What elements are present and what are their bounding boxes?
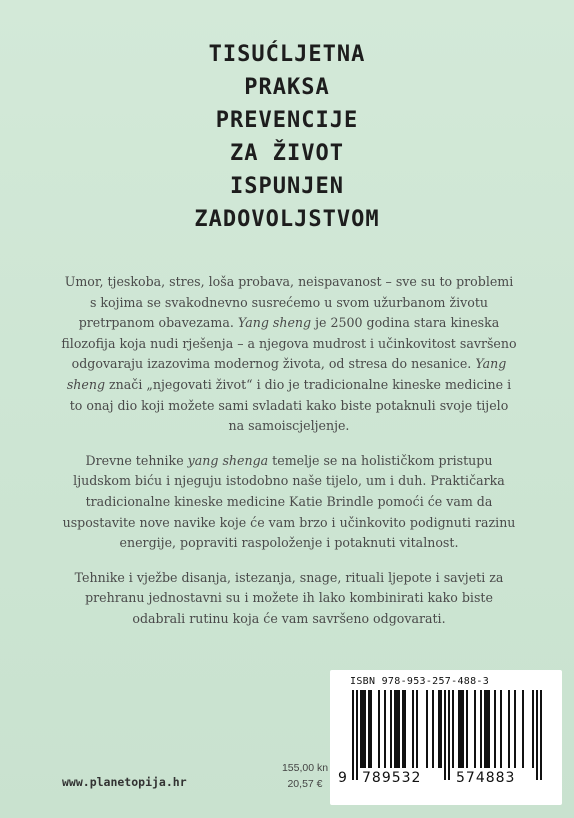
barcode-bar [362,690,364,768]
barcode-bar [404,690,406,768]
barcode-bar [508,690,510,768]
barcode-label [330,670,562,805]
barcode-bar [370,690,372,768]
barcode-bar [514,690,516,768]
blurb [60,272,518,644]
publisher-website[interactable]: www.planetopija.hr [62,775,187,789]
barcode-bar [352,690,354,780]
barcode-bar [462,690,464,768]
barcode-bar [452,690,454,768]
blurb-paragraph-3: Tehnike i vježbe disanja, istezanja, snage, rituali ljepote i savjeti za prehranu jednostavni su i možete ih lako kombinirati kako biste odabrali rutinu koja će vam savršeno odgovarati. [74,569,504,626]
barcode-bar [444,690,446,780]
headline-line: PRAKSA [244,75,330,100]
barcode-bar [356,690,358,780]
barcode-bar [416,690,418,768]
barcode-bar [448,690,450,780]
barcode-bar [438,690,440,768]
barcode-bar [486,690,488,768]
barcode-bar [384,690,386,768]
barcode-bar [540,690,542,780]
price-euro: 20,57 € [287,778,323,790]
barcode-bar [536,690,538,780]
blurb-paragraph-2: Drevne tehnike yang shenga temelje se na holističkom pristupu ljudskom biću i njeguju istodobno naše tijelo, um i duh. Praktičarka tradicionalne kineske medicine Katie Brindle pomoći će vam da uspostavite nove navike koje će vam brzo i učinkovito podignuti razinu energije, popraviti raspoloženje i potaknuti vitalnost. [62,452,516,551]
barcode-bar [360,690,362,768]
barcode-bar [412,690,414,768]
barcode-bar [432,690,434,768]
barcode-bar [480,690,482,768]
headline-line: PREVENCIJE [215,108,359,133]
barcode-digits-left: 789532 [362,770,422,786]
barcode-digits-lead: 9 [338,770,348,786]
barcode-bar [440,690,442,768]
barcode-bar [488,690,490,768]
barcode-bar [390,690,392,768]
barcode-bar [494,690,496,768]
barcode-digits-right: 574883 [456,770,516,786]
barcode-bar [474,690,476,768]
blurb-paragraph-1: Umor, tjeskoba, stres, loša probava, neispavanost – sve su to problemi s kojima se svakodnevno susrećemo u svom užurbanom životu pretrpanom obavezama. Yang sheng je 2500 godina stara kineska filozofija koja nudi rješenja – a njegova mudrost i učinkovitost savršeno odgovaraju izazovima modernog života, od stresa do nesanice. Yang sheng znači „njegovati život“ i dio je tradicionalne kineske medicine i to onaj dio koji možete sami svladati kako biste potaknuli svoje tijelo na samoiscjeljenje. [61,274,517,434]
barcode-bar [458,690,460,768]
barcode-bar [368,690,370,768]
barcode-bar [364,690,366,768]
headline-line: ZA ŽIVOT [230,141,344,166]
barcode-bar [522,690,524,768]
headline-line: ISPUNJEN [230,174,344,199]
barcode-bar [394,690,396,768]
headline-line: ZADOVOLJSTVOM [194,207,380,232]
price-kuna: 155,00 kn [281,762,329,774]
barcode-bar [402,690,404,768]
isbn-number: ISBN 978-953-257-488-3 [350,676,490,687]
barcode-bar [398,690,400,768]
barcode-bar [484,690,486,768]
cover-headline [0,38,574,236]
barcode-bar [466,690,468,768]
barcode-bar [460,690,462,768]
headline-line: TISUĆLJETNA [208,42,366,67]
barcode-bar [396,690,398,768]
barcode-bar [500,690,502,768]
barcode-bar [426,690,428,768]
barcode-bar [378,690,380,768]
barcode-bar [532,690,534,768]
